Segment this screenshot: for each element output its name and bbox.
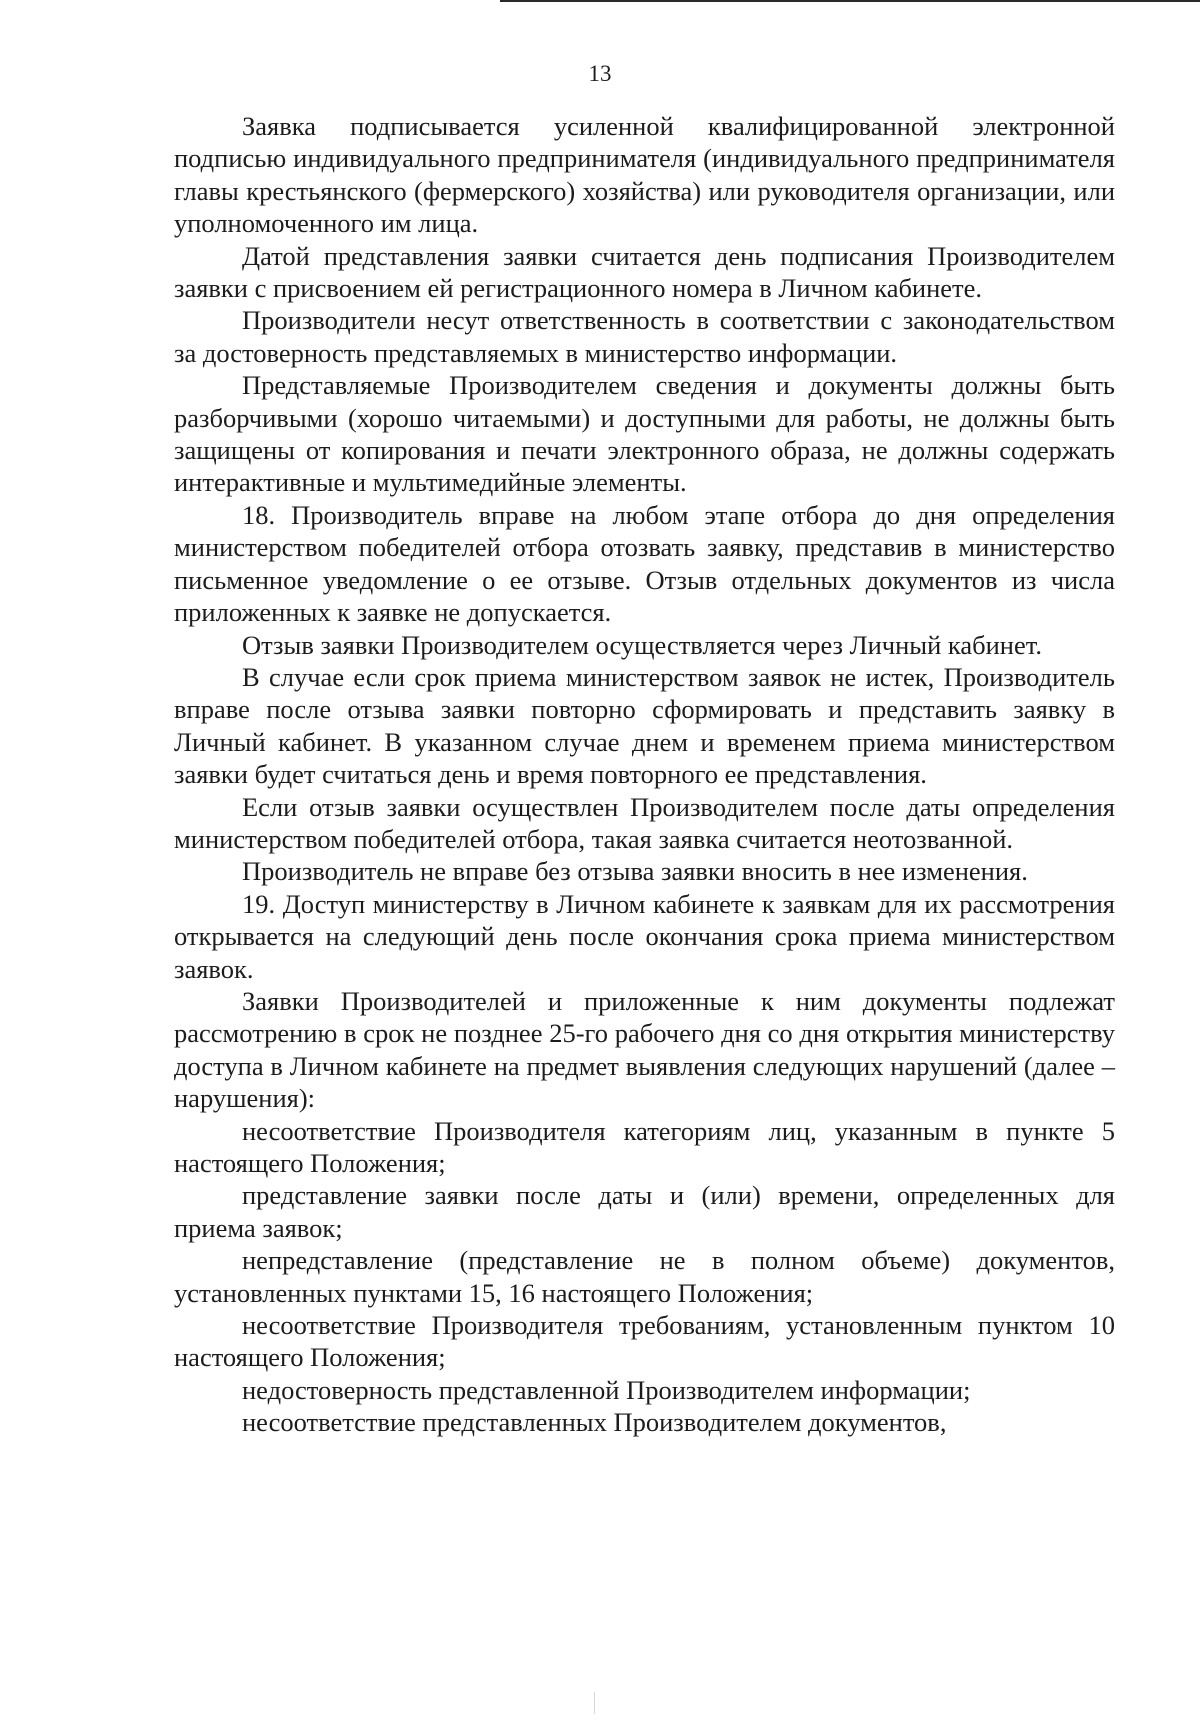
violation-item: несоответствие Производителя категориям лиц, указанным в пункте 5 настоящего Положения; [174,1115,1115,1178]
paragraph-resubmission: В случае если срок приема министерством заявок не истек, Производитель вправе после отзыва заявки повторно сформировать и представить заявку в Личный кабинет. В указанном случае днем и временем приема министерством заявки будет считаться день и время повторного ее представления. [174,661,1115,790]
paragraph-document-requirements: Представляемые Производителем сведения и документы должны быть разборчивыми (хорошо читаемыми) и доступными для работы, не должны быть защищены от копирования и печати электронного образа, не должны содержать интерактивные и мультимедийные элементы. [174,370,1115,498]
paragraph-responsibility: Производители несут ответственность в соответствии с законодательством за достоверность представляемых в министерство информации. [174,305,1115,368]
scan-artifact [594,1692,595,1714]
violation-item: непредставление (представление не в полном объеме) документов, установленных пунктами 15, 16 настоящего Положения; [174,1245,1115,1308]
document-body [174,110,1115,1439]
paragraph-late-withdrawal: Если отзыв заявки осуществлен Производителем после даты определения министерством победителей отбора, такая заявка считается неотозванной. [174,791,1115,854]
violation-item: недостоверность представленной Производителем информации; [242,1374,971,1405]
paragraph-no-changes: Производитель не вправе без отзыва заявки вносить в нее изменения. [242,856,1028,887]
paragraph-signature: Заявка подписывается усиленной квалифицированной электронной подписью индивидуального предпринимателя (индивидуального предпринимателя главы крестьянского (фермерского) хозяйства) или руководителя организации, или уполномоченного им лица. [174,111,1115,239]
top-border-line [500,0,1200,2]
paragraph-review-term: Заявки Производителей и приложенные к ним документы подлежат рассмотрению в срок не позднее 25-го рабочего дня со дня открытия министерству доступа в Личном кабинете на предмет выявления следующих нарушений (далее – нарушения): [174,985,1115,1114]
violation-item: несоответствие Производителя требованиям, установленным пунктом 10 настоящего Положения; [174,1310,1115,1373]
violation-item: несоответствие представленных Производителем документов, [242,1407,947,1438]
paragraph-clause-18: 18. Производитель вправе на любом этапе отбора до дня определения министерством победителей отбора отозвать заявку, представив в министерство письменное уведомление о ее отзыве. Отзыв отдельных документов из числа приложенных к заявке не допускается. [174,499,1115,628]
paragraph-withdrawal-method: Отзыв заявки Производителем осуществляется через Личный кабинет. [242,629,1042,660]
paragraph-submission-date: Датой представления заявки считается день подписания Производителем заявки с присвоением ей регистрационного номера в Личном кабинете. [174,240,1115,304]
page-number: 13 [588,61,612,86]
violation-item: представление заявки после даты и (или) времени, определенных для приема заявок; [174,1180,1115,1243]
paragraph-clause-19: 19. Доступ министерству в Личном кабинете к заявкам для их рассмотрения открывается на следующий день после окончания срока приема министерством заявок. [174,888,1115,984]
